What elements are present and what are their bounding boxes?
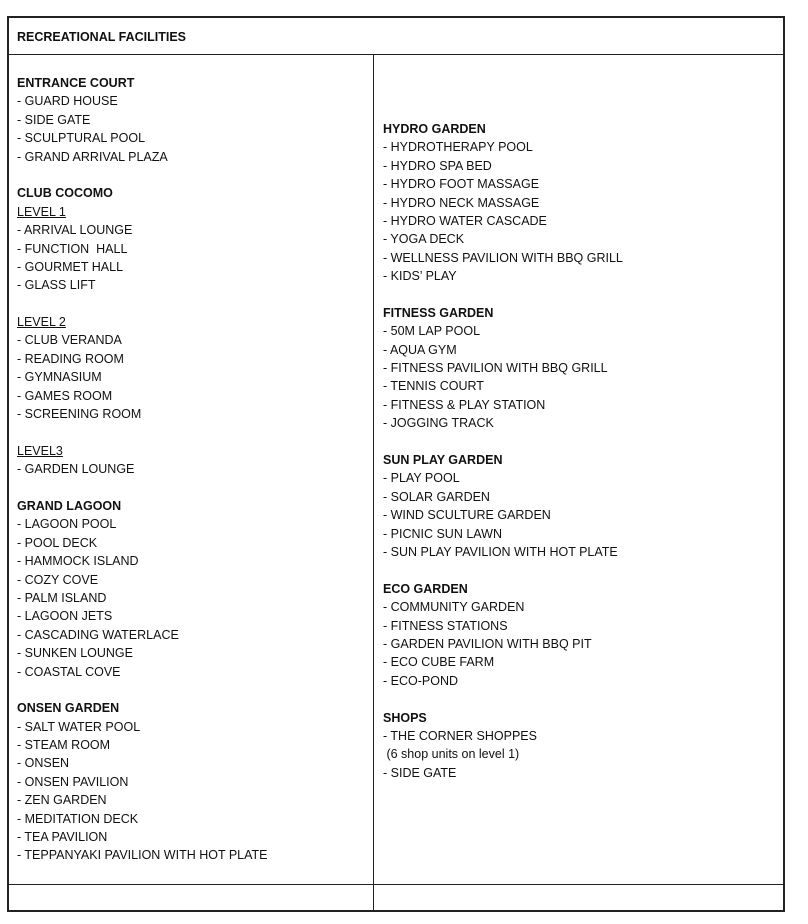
list-item: - JOGGING TRACK [383,416,494,431]
list-item: - ONSEN [17,756,70,771]
list-item: - AQUA GYM [383,342,457,357]
list-item: - SCULPTURAL POOL [17,131,146,146]
footer-divider [9,884,783,885]
section-heading: SUN PLAY GARDEN [383,453,503,468]
list-item: - 50M LAP POOL [383,324,481,339]
section-heading: ECO GARDEN [383,581,468,596]
list-item: - ARRIVAL LOUNGE [17,223,133,238]
list-item: - PALM ISLAND [17,590,107,605]
list-item: - HYDROTHERAPY POOL [383,140,533,155]
list-item: - CASCADING WATERLACE [17,627,179,642]
list-item: - COASTAL COVE [17,664,121,679]
list-item: - HYDRO FOOT MASSAGE [383,177,540,192]
list-item: - WIND SCULTURE GARDEN [383,508,551,523]
list-item: - SOLAR GARDEN [383,489,490,504]
list-item: - SUN PLAY PAVILION WITH HOT PLATE [383,544,618,559]
facilities-table [7,16,785,912]
spacer [17,479,268,497]
list-item: - GARDEN PAVILION WITH BBQ PIT [383,636,592,651]
list-item: - PICNIC SUN LAWN [383,526,502,541]
list-item: - LAGOON POOL [17,517,117,532]
subsection-label: LEVEL3 [17,443,63,458]
list-item: - GRAND ARRIVAL PLAZA [17,149,168,164]
list-item: - KIDS’ PLAY [383,269,457,284]
list-item: - GARDEN LOUNGE [17,462,135,477]
list-item: - SALT WATER POOL [17,719,141,734]
list-item: - CLUB VERANDA [17,333,122,348]
list-item: - STEAM ROOM [17,738,111,753]
column-divider [373,54,374,910]
list-item: - FITNESS PAVILION WITH BBQ GRILL [383,361,608,376]
list-item: - TEA PAVILION [17,830,108,845]
spacer [383,433,623,451]
list-item: - ECO-POND [383,673,458,688]
list-item: - SCREENING ROOM [17,407,142,422]
list-item: - ZEN GARDEN [17,793,107,808]
list-item: - YOGA DECK [383,232,465,247]
spacer [383,561,623,579]
list-item: - GLASS LIFT [17,278,96,293]
section-heading: HYDRO GARDEN [383,122,486,136]
left-column [17,74,268,865]
list-item: - THE CORNER SHOPPES [383,728,537,743]
list-item: - WELLNESS PAVILION WITH BBQ GRILL [383,250,623,265]
list-item: - FITNESS & PLAY STATION [383,397,546,412]
list-item: (6 shop units on level 1) [383,747,520,762]
list-item: - HAMMOCK ISLAND [17,554,139,569]
spacer [17,295,268,313]
section-heading: ONSEN GARDEN [17,701,120,716]
section-heading: FITNESS GARDEN [383,305,494,320]
list-item: - FUNCTION HALL [17,241,128,256]
table-title: RECREATIONAL FACILITIES [17,30,186,44]
list-item: - SIDE GATE [17,112,91,127]
list-item: - COMMUNITY GARDEN [383,600,525,615]
spacer [17,423,268,441]
list-item: - GYMNASIUM [17,370,102,385]
list-item: - TEPPANYAKI PAVILION WITH HOT PLATE [17,848,268,863]
list-item: - FITNESS STATIONS [383,618,508,633]
list-item: - ONSEN PAVILION [17,774,129,789]
list-item: - TENNIS COURT [383,379,484,394]
table-header-row [9,18,783,55]
list-item: - COZY COVE [17,572,99,587]
spacer [383,286,623,304]
list-item: - READING ROOM [17,351,124,366]
spacer [17,681,268,699]
section-heading: GRAND LAGOON [17,498,122,513]
list-item: - LAGOON JETS [17,609,113,624]
list-item: - ECO CUBE FARM [383,655,495,670]
list-item: - SIDE GATE [383,765,457,780]
section-heading: ENTRANCE COURT [17,76,135,90]
subsection-label: LEVEL 2 [17,315,66,330]
list-item: - GAMES ROOM [17,388,113,403]
list-item: - SUNKEN LOUNGE [17,646,133,661]
list-item: - HYDRO NECK MASSAGE [383,195,540,210]
section-heading: CLUB COCOMO [17,186,113,201]
spacer [17,166,268,184]
right-column [383,120,623,782]
list-item: - GUARD HOUSE [17,94,118,109]
subsection-label: LEVEL 1 [17,204,66,219]
list-item: - HYDRO WATER CASCADE [383,213,547,228]
list-item: - PLAY POOL [383,471,460,486]
list-item: - POOL DECK [17,535,98,550]
spacer [383,690,623,708]
list-item: - HYDRO SPA BED [383,158,492,173]
list-item: - GOURMET HALL [17,259,124,274]
list-item: - MEDITATION DECK [17,811,139,826]
section-heading: SHOPS [383,710,427,725]
